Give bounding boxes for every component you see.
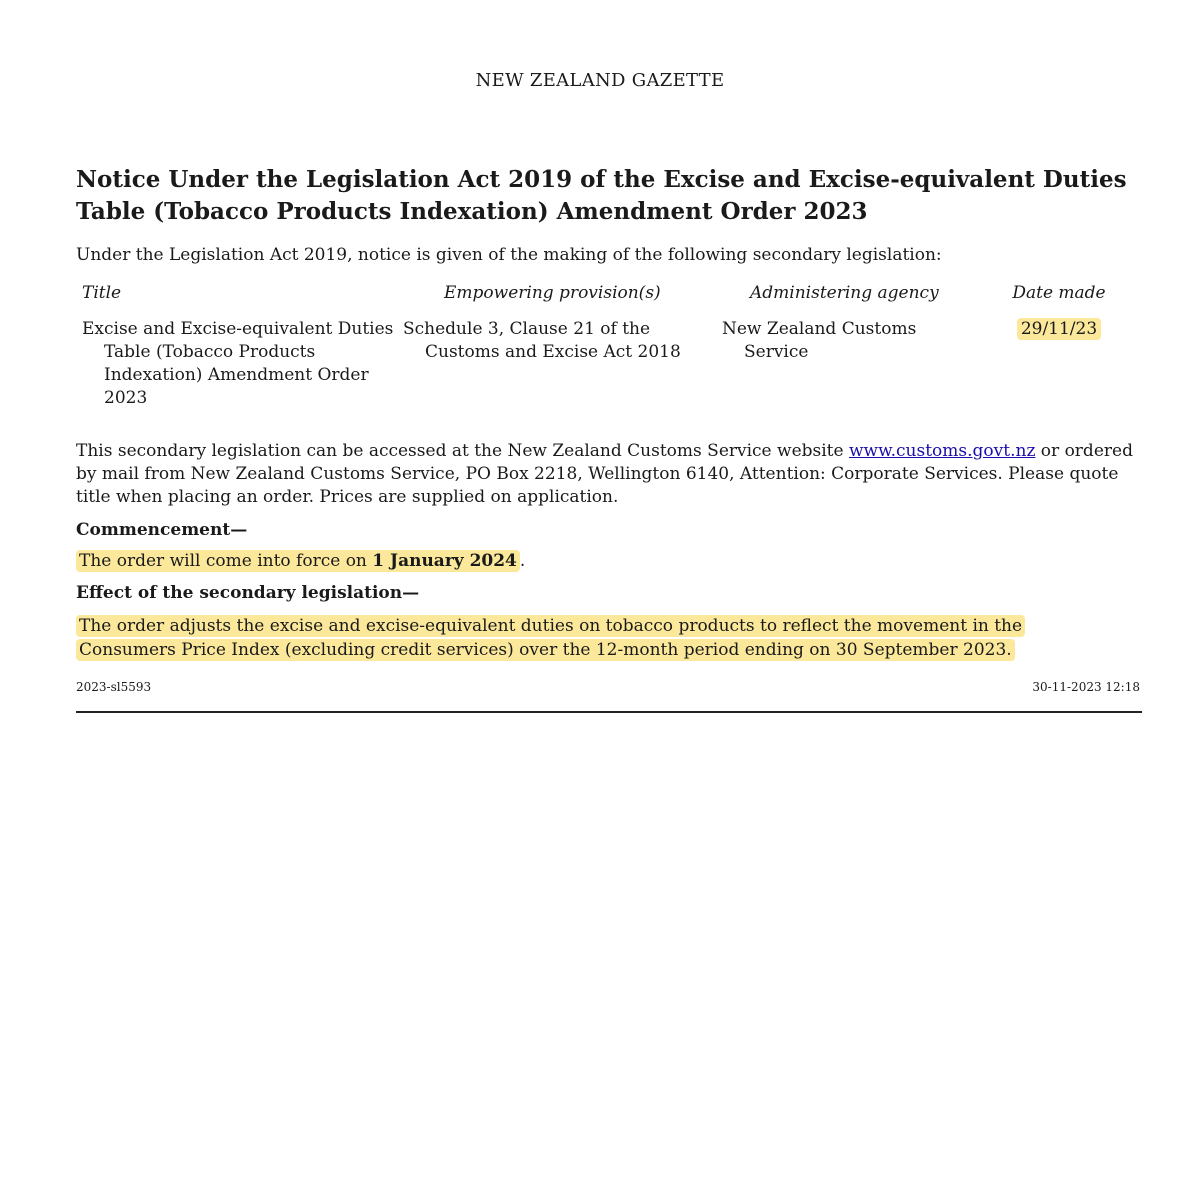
table-header-date: Date made	[1012, 283, 1106, 303]
effect-line-1: The order adjusts the excise and excise-equivalent duties on tobacco products to reflect the movement in the	[76, 615, 1025, 637]
commencement-paragraph	[76, 549, 1146, 573]
access-text-before: This secondary legislation can be accessed at the New Zealand Customs Service website	[76, 441, 849, 461]
table-cell-provision: Schedule 3, Clause 21 of the Customs and Excise Act 2018	[403, 319, 681, 362]
effect-heading: Effect of the secondary legislation—	[76, 583, 420, 603]
table-header-title: Title	[82, 283, 122, 303]
table-cell-title: Excise and Excise-equivalent Duties Table (Tobacco Products Indexation) Amendment Order 2023	[82, 319, 394, 408]
date-highlight: 29/11/23	[1017, 318, 1101, 340]
commencement-suffix: .	[519, 551, 526, 571]
commencement-highlight	[76, 550, 520, 572]
customs-website-link[interactable]: www.customs.govt.nz	[848, 441, 1036, 461]
table-cell-date	[994, 318, 1124, 341]
table-header-agency: Administering agency	[750, 283, 939, 303]
commencement-text: The order will come into force on	[79, 551, 373, 571]
effect-paragraph	[76, 614, 1146, 662]
access-text-after: or ordered by mail from New Zealand Customs Service, PO Box 2218, Wellington 6140, Attention: Corporate Services. Please quote title when placing an order. Prices are supplied on application.	[76, 441, 1133, 507]
commencement-date: 1 January 2024	[372, 551, 517, 571]
intro-paragraph: Under the Legislation Act 2019, notice is given of the making of the following secondary legislation:	[76, 245, 942, 265]
gazette-header: NEW ZEALAND GAZETTE	[475, 70, 725, 91]
notice-title: Notice Under the Legislation Act 2019 of the Excise and Excise-equivalent Duties Table (Tobacco Products Indexation) Amendment Order 2023	[76, 166, 1127, 225]
table-cell-agency: New Zealand Customs Service	[722, 319, 917, 362]
footer-reference: 2023-sl5593	[76, 680, 152, 694]
effect-line-2: Consumers Price Index (excluding credit services) over the 12-month period ending on 30 September 2023.	[76, 639, 1015, 661]
table-header-provision: Empowering provision(s)	[444, 283, 661, 303]
footer-divider	[76, 711, 1142, 713]
commencement-heading: Commencement—	[76, 520, 248, 540]
footer-timestamp: 30-11-2023 12:18	[1032, 680, 1140, 694]
access-paragraph	[76, 440, 1146, 509]
